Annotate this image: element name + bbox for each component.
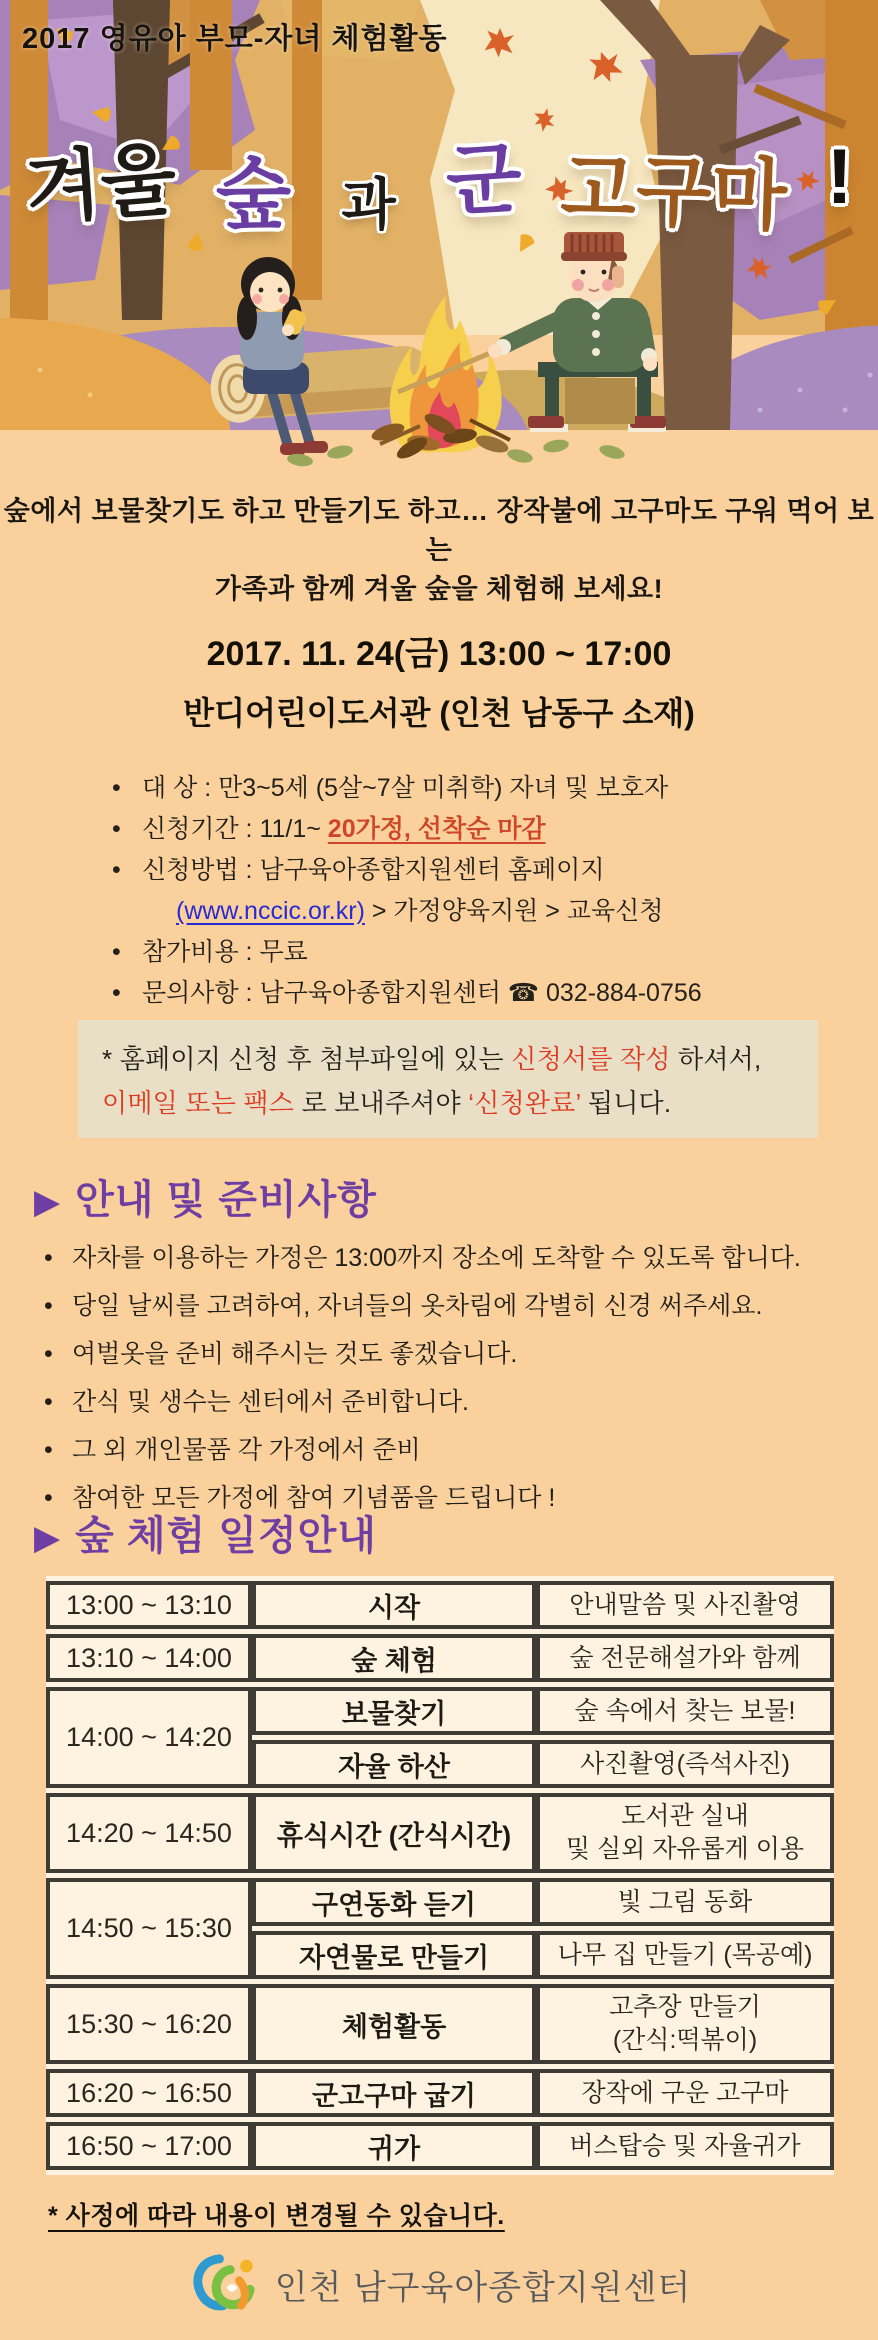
detail-fee: • 참가비용 : 무료 xyxy=(112,932,832,973)
website-link[interactable]: (www.nccic.or.kr) xyxy=(176,897,365,925)
title-word-forest: 숲 xyxy=(215,150,292,238)
triangle-bullet-icon: ▶ xyxy=(34,1183,62,1221)
title-word-and: 과 xyxy=(341,172,396,236)
detail-period: • 신청기간 : 11/1~ 20가정, 선착순 마감 xyxy=(112,809,832,850)
schedule-desc-cell: 버스탑승 및 자율귀가 xyxy=(536,2122,834,2170)
table-row xyxy=(46,1793,834,1873)
schedule-activity-cell: 숲 체험 xyxy=(252,1634,536,1682)
bullet-icon: • xyxy=(44,1388,53,1416)
prep-item: • 참여한 모든 가정에 참여 기념품을 드립니다 ! xyxy=(44,1474,844,1522)
triangle-bullet-icon: ▶ xyxy=(34,1519,62,1557)
table-row xyxy=(46,1581,834,1629)
schedule-time-cell: 13:00 ~ 13:10 xyxy=(46,1581,252,1629)
schedule-table xyxy=(46,1576,834,2175)
organization-logo xyxy=(0,2248,878,2320)
intro-line-2: 가족과 함께 겨울 숲을 체험해 보세요! xyxy=(214,574,664,604)
notice-line-1: * 홈페이지 신청 후 첨부파일에 있는 신청서를 작성 하셔서, xyxy=(102,1043,762,1074)
bullet-icon: • xyxy=(44,1484,53,1512)
schedule-desc-cell: 빛 그림 동화 xyxy=(536,1878,834,1926)
prep-item: • 간식 및 생수는 센터에서 준비합니다. xyxy=(44,1378,844,1426)
schedule-activity-cell: 구연동화 듣기 xyxy=(252,1878,536,1926)
table-row xyxy=(46,1634,834,1682)
application-notice-box xyxy=(78,1020,818,1138)
phone-icon: ☎ xyxy=(507,979,540,1007)
section-title-schedule: ▶ 숲 체험 일정안내 xyxy=(34,1514,377,1558)
notice-line-2: 이메일 또는 팩스 로 보내주셔야 ‘신청완료’ 됩니다. xyxy=(102,1087,672,1118)
schedule-desc-cell: 도서관 실내 및 실외 자유롭게 이용 xyxy=(536,1793,834,1873)
title-word-roasted: 군 xyxy=(443,134,524,226)
prep-item: • 그 외 개인물품 각 가정에서 준비 xyxy=(44,1426,844,1474)
prep-item: • 당일 날씨를 고려하여, 자녀들의 옷차림에 각별히 신경 써주세요. xyxy=(44,1282,844,1330)
section-title-preparation: ▶ 안내 및 준비사항 xyxy=(34,1178,377,1222)
event-venue: 반디어린이도서관 (인천 남동구 소재) xyxy=(183,695,695,731)
schedule-desc-cell: 숲 전문해설가와 함께 xyxy=(536,1634,834,1682)
hero-banner xyxy=(0,0,878,470)
title-exclamation: ! xyxy=(826,132,853,220)
schedule-activity-cell: 귀가 xyxy=(252,2122,536,2170)
schedule-desc-cell: 장작에 구운 고구마 xyxy=(536,2069,834,2117)
bullet-icon: • xyxy=(112,938,121,966)
detail-contact: • 문의사항 : 남구육아종합지원센터 ☎ 032-884-0756 xyxy=(112,973,832,1014)
poster-title xyxy=(0,118,878,240)
period-highlight: 20가정, 선착순 마감 xyxy=(327,815,546,843)
prep-item: • 자차를 이용하는 가정은 13:00까지 장소에 도착할 수 있도록 합니다. xyxy=(44,1234,844,1282)
prep-item: • 여벌옷을 준비 해주시는 것도 좋겠습니다. xyxy=(44,1330,844,1378)
disclaimer-note: * 사정에 따라 내용이 변경될 수 있습니다. xyxy=(48,2202,505,2230)
schedule-time-cell: 14:50 ~ 15:30 xyxy=(46,1878,252,1979)
schedule-desc-cell: 숲 속에서 찾는 보물! xyxy=(536,1687,834,1735)
schedule-desc-cell: 안내말씀 및 사진촬영 xyxy=(536,1581,834,1629)
schedule-desc-cell: 고추장 만들기 (간식:떡볶이) xyxy=(536,1984,834,2064)
event-details-list xyxy=(112,768,832,1014)
bullet-icon: • xyxy=(112,979,121,1007)
center-logo-icon xyxy=(187,2248,259,2320)
schedule-time-cell: 13:10 ~ 14:00 xyxy=(46,1634,252,1682)
organization-name: 인천 남구육아종합지원센터 xyxy=(274,2268,692,2307)
detail-target: • 대 상 : 만3~5세 (5살~7살 미취학) 자녀 및 보호자 xyxy=(112,768,832,809)
schedule-activity-cell: 보물찾기 xyxy=(252,1687,536,1735)
bullet-icon: • xyxy=(112,774,121,802)
schedule-activity-cell: 체험활동 xyxy=(252,1984,536,2064)
schedule-activity-cell: 군고구마 굽기 xyxy=(252,2069,536,2117)
schedule-time-cell: 16:20 ~ 16:50 xyxy=(46,2069,252,2117)
bullet-icon: • xyxy=(44,1436,53,1464)
schedule-time-cell: 16:50 ~ 17:00 xyxy=(46,2122,252,2170)
bullet-icon: • xyxy=(112,856,121,884)
table-row xyxy=(46,1878,834,1926)
schedule-desc-cell: 사진촬영(즉석사진) xyxy=(536,1740,834,1788)
intro-line-1: 숲에서 보물찾기도 하고 만들기도 하고… 장작불에 고구마도 구워 먹어 보는 xyxy=(3,496,875,565)
schedule-activity-cell: 시작 xyxy=(252,1581,536,1629)
bullet-icon: • xyxy=(44,1292,53,1320)
schedule-activity-cell: 자연물로 만들기 xyxy=(252,1931,536,1979)
intro-text xyxy=(0,492,878,609)
table-row xyxy=(46,1687,834,1735)
detail-method-path: (www.nccic.or.kr) > 가정양육지원 > 교육신청 xyxy=(176,897,664,925)
preparation-list xyxy=(44,1234,844,1522)
schedule-activity-cell: 휴식시간 (간식시간) xyxy=(252,1793,536,1873)
title-word-sweetpotato: 고구마 xyxy=(559,144,789,240)
bullet-icon: • xyxy=(44,1340,53,1368)
poster-tagline: 2017 영유아 부모-자녀 체험활동 xyxy=(22,23,448,55)
schedule-time-cell: 15:30 ~ 16:20 xyxy=(46,1984,252,2064)
title-word-winter: 겨울 xyxy=(22,134,180,234)
bullet-icon: • xyxy=(112,815,121,843)
table-row xyxy=(46,2122,834,2170)
phone-number: 032-884-0756 xyxy=(539,979,702,1007)
schedule-time-cell: 14:20 ~ 14:50 xyxy=(46,1793,252,1873)
schedule-time-cell: 14:00 ~ 14:20 xyxy=(46,1687,252,1788)
event-datetime: 2017. 11. 24(금) 13:00 ~ 17:00 xyxy=(206,635,672,673)
table-row xyxy=(46,2069,834,2117)
schedule-desc-cell: 나무 집 만들기 (목공예) xyxy=(536,1931,834,1979)
table-row xyxy=(46,1984,834,2064)
bullet-icon: • xyxy=(44,1244,53,1272)
detail-method: • 신청방법 : 남구육아종합지원센터 홈페이지 xyxy=(112,850,832,891)
schedule-activity-cell: 자율 하산 xyxy=(252,1740,536,1788)
